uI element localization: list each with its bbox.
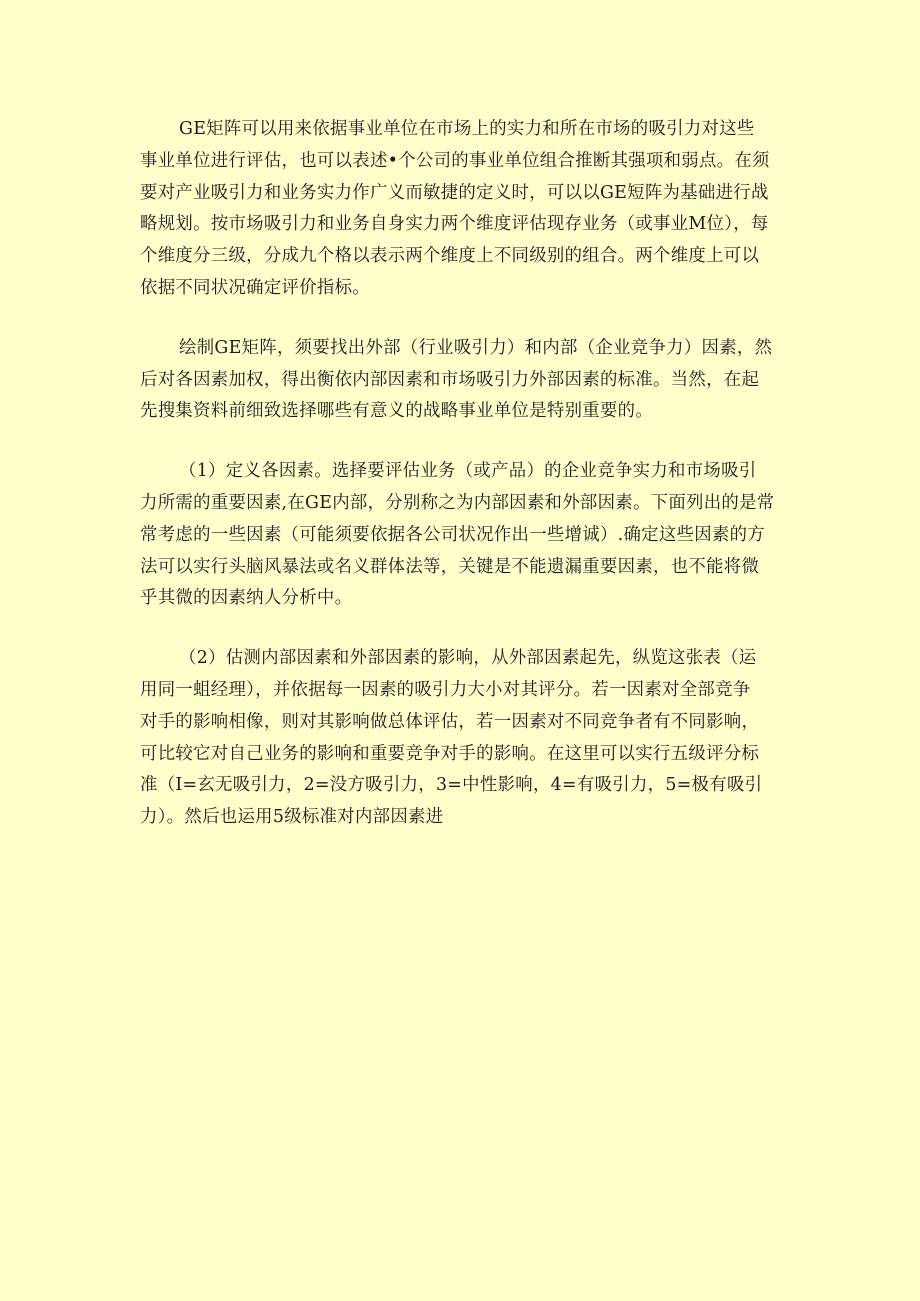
text-line: 略规划。按市场吸引力和业务自身实力两个维度评估现存业务（或事业M位），每 <box>140 214 769 235</box>
text-line: （1）定义各因素。选择要评估业务（或产品）的企业竞争实力和市场吸引 <box>179 461 757 482</box>
text-line: 常考虑的一些因素（可能须要依据各公司状况作出一些增诚）.确定这些因素的方 <box>140 524 766 545</box>
text-line: 对手的影响相像，则对其影响做总体评估，若一因素对不同竞争者有不同影响， <box>140 711 760 732</box>
text-line: 用同一蛆经理），并依据每一因素的吸引力大小对其评分。若一因素对全部竞争 <box>140 679 751 700</box>
text-line: 可比较它对自己业务的影响和重要竞争对手的影响。在这里可以实行五级评分标 <box>140 743 760 764</box>
text-line: 依据不同状况确定评价指标。 <box>140 277 370 298</box>
text-line: 后对各因素加权，得出衡依内部因素和市场吸引力外部因素的标准。当然，在起 <box>140 369 760 390</box>
text-line: 绘制GE矩阵，须要找出外部（行业吸引力）和内部（企业竞争力）因素，然 <box>179 337 773 358</box>
text-line: 先搜集资料前细致选择哪些有意义的战略事业单位是特别重要的。 <box>140 401 654 422</box>
text-line: 力）。然后也运用5级标准对内部因素进 <box>140 807 444 828</box>
text-line: 要对产业吸引力和业务实力作广义而敏捷的定义时，可以以GE短阵为基础进行战 <box>140 182 769 203</box>
paragraph-step-2-estimate-impact <box>140 643 800 834</box>
paragraph-drawing-ge-matrix <box>140 333 800 428</box>
paragraph-ge-matrix-intro <box>140 114 800 305</box>
text-line: 事业单位进行评估，也可以表述•个公司的事业单位组合推断其强项和弱点。在须 <box>140 150 770 171</box>
text-line: 个维度分三级，分成九个格以表示两个维度上不同级别的组合。两个维度上可以 <box>140 246 760 267</box>
text-line: 乎其微的因素纳人分析中。 <box>140 588 353 609</box>
text-line: 法可以实行头脑风暴法或名义群体法等，关键是不能遗漏重要因素，也不能将微 <box>140 556 760 577</box>
text-line: （2）估测内部因素和外部因素的影响，从外部因素起先，纵览这张表（运 <box>179 648 757 669</box>
text-line: GE矩阵可以用来依据事业单位在市场上的实力和所在市场的吸引力对这些 <box>179 119 755 139</box>
text-line: 准（I=玄无吸引力，2=没方吸引力，3=中性影响，4=有吸引力，5=极有吸引 <box>140 775 763 796</box>
paragraph-step-1-define-factors <box>140 456 800 615</box>
text-line: 力所需的重要因素,在GE内部，分别称之为内部因素和外部因素。下面列出的是常 <box>140 492 775 513</box>
